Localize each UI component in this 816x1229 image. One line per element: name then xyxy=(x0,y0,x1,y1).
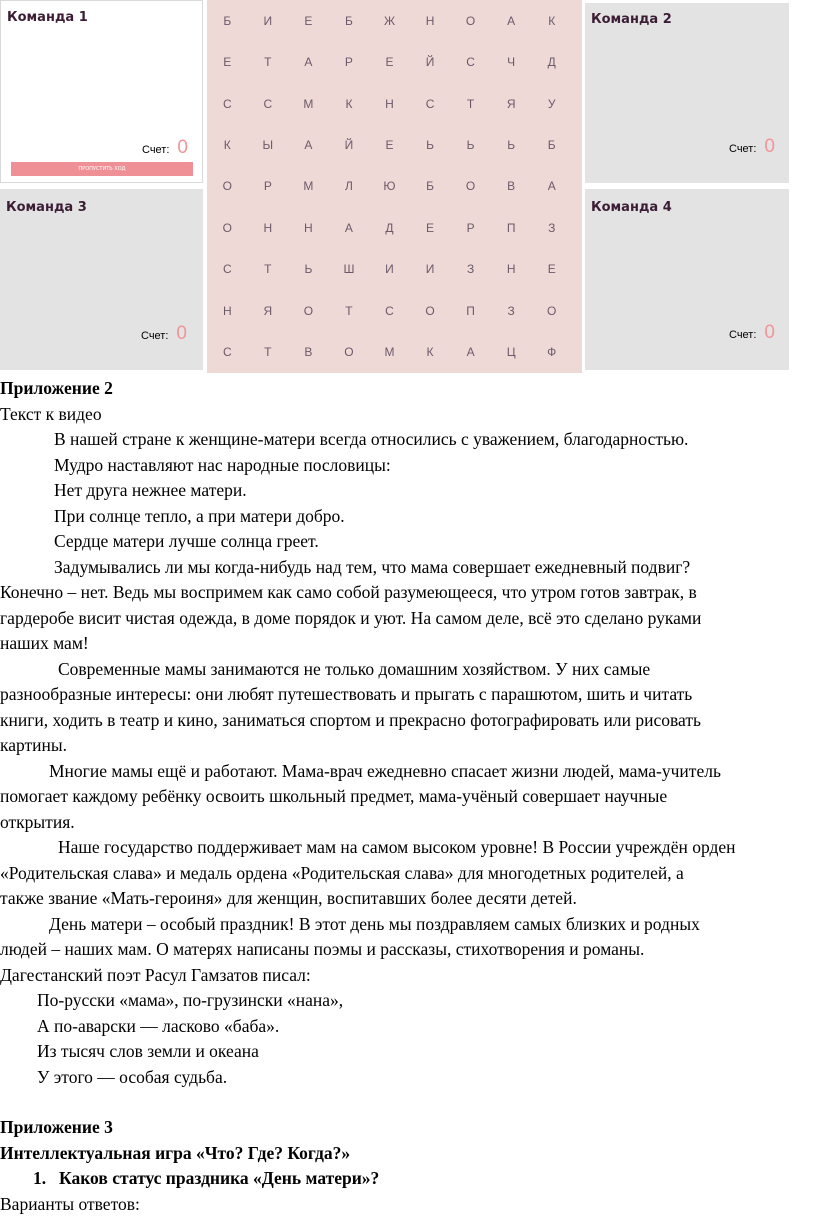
proverb: При солнце тепло, а при матери добро. xyxy=(54,505,345,526)
team-4-score xyxy=(729,322,775,344)
grid-cell[interactable]: Р xyxy=(344,55,353,70)
grid-cell[interactable]: Б xyxy=(223,13,232,28)
grid-cell[interactable]: О xyxy=(425,303,435,318)
grid-cell[interactable]: Й xyxy=(344,138,354,153)
appendix-3-subtitle: Интеллектуальная игра «Что? Где? Когда?» xyxy=(0,1142,351,1163)
grid-cell[interactable]: К xyxy=(223,138,231,153)
grid-cell[interactable]: С xyxy=(222,262,232,277)
grid-cell[interactable]: Я xyxy=(263,303,273,318)
team-1-score xyxy=(142,137,188,159)
paragraph-line: картины. xyxy=(0,735,68,755)
grid-cell[interactable]: Н xyxy=(304,220,313,235)
grid-cell[interactable]: С xyxy=(263,96,273,111)
team-1-score-label: Счет: xyxy=(142,144,170,156)
grid-cell[interactable]: Р xyxy=(466,220,475,235)
team-4-score-label: Счет: xyxy=(729,329,757,341)
document-body xyxy=(0,376,816,1217)
proverb: Сердце матери лучше солнца греет. xyxy=(54,531,319,551)
grid-cell[interactable]: Н xyxy=(385,96,394,111)
grid-cell[interactable]: А xyxy=(547,179,556,194)
paragraph-line: Задумывались ли мы когда-нибудь над тем, что мама совершает ежедневный подвиг? xyxy=(54,556,691,577)
grid-cell[interactable]: Ш xyxy=(343,262,355,277)
appendix-2-title: Приложение 2 xyxy=(0,378,113,398)
grid-cell[interactable]: Т xyxy=(264,262,272,277)
grid-cell[interactable]: Т xyxy=(466,96,475,111)
grid-cell[interactable]: Е xyxy=(304,13,313,28)
paragraph: Мудро наставляют нас народные пословицы: xyxy=(54,454,391,475)
grid-cell[interactable]: С xyxy=(385,303,394,318)
paragraph-line: Дагестанский поэт Расул Гамзатов писал: xyxy=(0,964,311,985)
grid-cell[interactable]: Т xyxy=(345,303,353,318)
grid-cell[interactable]: Е xyxy=(385,138,394,153)
grid-cell[interactable]: Ь xyxy=(466,138,475,153)
grid-cell[interactable]: Ц xyxy=(506,345,516,360)
grid-cell[interactable]: М xyxy=(303,179,314,194)
paragraph-line: разнообразные интересы: они любят путешествовать и прыгать с парашютом, шить и читать xyxy=(0,684,693,704)
poem-line: А по-аварски — ласково «баба». xyxy=(37,1015,280,1036)
team-2-score-value: 0 xyxy=(764,136,775,157)
question-1-number: 1. xyxy=(33,1168,47,1188)
grid-cell[interactable]: Е xyxy=(547,262,556,277)
team-3-score xyxy=(141,323,187,345)
paragraph-line: Современные мамы занимаются не только домашним хозяйством. У них самые xyxy=(58,658,651,679)
paragraph: В нашей стране к женщине-матери всегда относились с уважением, благодарностью. xyxy=(54,429,689,449)
paragraph-line: День матери – особый праздник! В этот день мы поздравляем самых близких и родных xyxy=(49,913,700,934)
grid-cell[interactable]: С xyxy=(425,96,435,111)
grid-cell[interactable]: И xyxy=(263,13,273,28)
team-2-panel xyxy=(585,3,789,183)
grid-cell[interactable]: У xyxy=(547,96,556,111)
grid-cell[interactable]: Т xyxy=(264,345,272,360)
paragraph-line: людей – наших мам. О матерях написаны поэмы и рассказы, стихотворения и романы. xyxy=(0,939,645,959)
grid-cell[interactable]: М xyxy=(384,345,395,360)
grid-cell[interactable]: Ю xyxy=(383,179,396,194)
grid-cell[interactable]: Е xyxy=(223,55,232,70)
team-2-score-label: Счет: xyxy=(729,143,757,155)
grid-cell[interactable]: Е xyxy=(426,220,435,235)
grid-cell[interactable]: Р xyxy=(263,179,272,194)
grid-cell[interactable]: Й xyxy=(425,55,435,70)
grid-cell[interactable]: Ы xyxy=(262,138,274,153)
grid-cell[interactable]: К xyxy=(345,96,353,111)
grid-cell[interactable]: Б xyxy=(547,138,556,153)
grid-cell[interactable]: Н xyxy=(263,220,273,235)
skip-turn-button[interactable]: ПРОПУСТИТЬ ХОД xyxy=(11,162,193,176)
grid-cell[interactable]: И xyxy=(385,262,394,277)
paragraph-line: открытия. xyxy=(0,811,75,832)
grid-cell[interactable]: О xyxy=(465,179,476,194)
team-1-panel xyxy=(0,0,203,183)
paragraph-line: наших мам! xyxy=(0,633,89,653)
grid-cell[interactable]: О xyxy=(222,179,232,194)
team-4-score-value: 0 xyxy=(764,322,775,343)
grid-cell[interactable]: А xyxy=(304,138,313,153)
team-3-panel xyxy=(0,189,203,370)
spacer xyxy=(0,1090,816,1115)
grid-cell[interactable]: З xyxy=(466,262,475,277)
grid-cell[interactable]: О xyxy=(547,303,557,318)
grid-cell[interactable]: К xyxy=(548,13,556,28)
appendix-3-title: Приложение 3 xyxy=(0,1117,113,1137)
grid-cell[interactable]: С xyxy=(222,345,232,360)
grid-cell[interactable]: Б xyxy=(345,13,353,28)
grid-cell[interactable]: А xyxy=(507,13,516,28)
poem-line: По-русски «мама», по-грузински «нана», xyxy=(37,990,344,1010)
grid-cell[interactable]: Е xyxy=(385,55,394,70)
team-2-score xyxy=(729,136,775,158)
grid-cell[interactable]: О xyxy=(465,13,476,28)
question-1 xyxy=(0,1166,816,1192)
team-3-score-value: 0 xyxy=(176,323,187,344)
grid-cell[interactable]: П xyxy=(506,220,516,235)
grid-cell[interactable]: М xyxy=(303,96,314,111)
grid-cell[interactable]: Д xyxy=(547,55,556,70)
grid-cell[interactable]: Ь xyxy=(507,138,516,153)
paragraph-line: также звание «Мать-героиня» для женщин, воспитавших более десяти детей. xyxy=(0,888,577,908)
grid-cell[interactable]: П xyxy=(466,303,475,318)
grid-cell[interactable]: Ь xyxy=(426,138,434,153)
team-2-name: Команда 2 xyxy=(591,12,672,27)
grid-cell[interactable]: С xyxy=(466,55,475,70)
grid-cell[interactable]: Н xyxy=(425,13,435,28)
grid-cell[interactable]: Н xyxy=(506,262,516,277)
grid-cell[interactable]: В xyxy=(507,179,516,194)
paragraph-line: Многие мамы ещё и работают. Мама-врач ежедневно спасает жизни людей, мама-учитель xyxy=(49,760,721,781)
word-search-game xyxy=(0,0,816,374)
poem-line: Из тысяч слов земли и океана xyxy=(37,1041,259,1061)
grid-cell[interactable]: И xyxy=(425,262,435,277)
team-1-name: Команда 1 xyxy=(7,10,88,25)
paragraph-line: книги, ходить в театр и кино, заниматься спортом и прекрасно фотографировать или рисовать xyxy=(0,709,701,730)
proverb: Нет друга нежнее матери. xyxy=(54,480,247,500)
paragraph-line: помогает каждому ребёнку освоить школьный предмет, мама-учёный совершает научные xyxy=(0,786,668,806)
grid-cell[interactable]: Ч xyxy=(507,55,516,70)
appendix-2-subtitle: Текст к видео xyxy=(0,403,102,424)
grid-cell[interactable]: А xyxy=(466,345,475,360)
grid-cell[interactable]: Ь xyxy=(304,262,313,277)
grid-cell[interactable]: Н xyxy=(222,303,232,318)
grid-cell[interactable]: С xyxy=(222,96,232,111)
grid-cell[interactable]: О xyxy=(344,345,354,360)
grid-cell[interactable]: З xyxy=(548,220,556,235)
team-3-score-label: Счет: xyxy=(141,330,169,342)
paragraph-line: Наше государство поддерживает мам на самом высоком уровне! В России учреждён орден xyxy=(58,837,736,857)
paragraph-line: «Родительская слава» и медаль ордена «Родительская слава» для многодетных родителей, а xyxy=(0,862,684,883)
team-4-panel xyxy=(585,189,789,370)
grid-cell[interactable]: Ж xyxy=(383,13,396,28)
team-3-name: Команда 3 xyxy=(6,200,87,215)
paragraph-line: Конечно – нет. Ведь мы воспримем как само собой разумеющееся, что утром готов завтрак, в xyxy=(0,582,697,602)
grid-cell[interactable]: Д xyxy=(385,220,394,235)
grid-cell[interactable]: В xyxy=(304,345,313,360)
grid-cell[interactable]: З xyxy=(507,303,515,318)
grid-cell[interactable]: А xyxy=(304,55,313,70)
grid-cell[interactable]: О xyxy=(303,303,314,318)
grid-cell[interactable]: Л xyxy=(345,179,353,194)
grid-cell[interactable]: Б xyxy=(426,179,434,194)
grid-cell[interactable]: Ф xyxy=(547,345,557,360)
team-1-score-value: 0 xyxy=(177,137,188,158)
grid-cell[interactable]: О xyxy=(222,220,232,235)
answers-label: Варианты ответов: xyxy=(0,1193,140,1214)
grid-cell[interactable]: А xyxy=(344,220,353,235)
team-4-name: Команда 4 xyxy=(591,200,672,215)
letter-grid xyxy=(207,0,582,373)
grid-cell[interactable]: Т xyxy=(264,55,272,70)
grid-cell[interactable]: К xyxy=(426,345,434,360)
grid-cell[interactable]: Я xyxy=(506,96,516,111)
question-1-text: Каков статус праздника «День матери»? xyxy=(59,1168,380,1188)
poem-line: У этого — особая судьба. xyxy=(37,1066,228,1087)
paragraph-line: гардеробе висит чистая одежда, в доме порядок и уют. На самом деле, всё это сделано руками xyxy=(0,607,702,628)
